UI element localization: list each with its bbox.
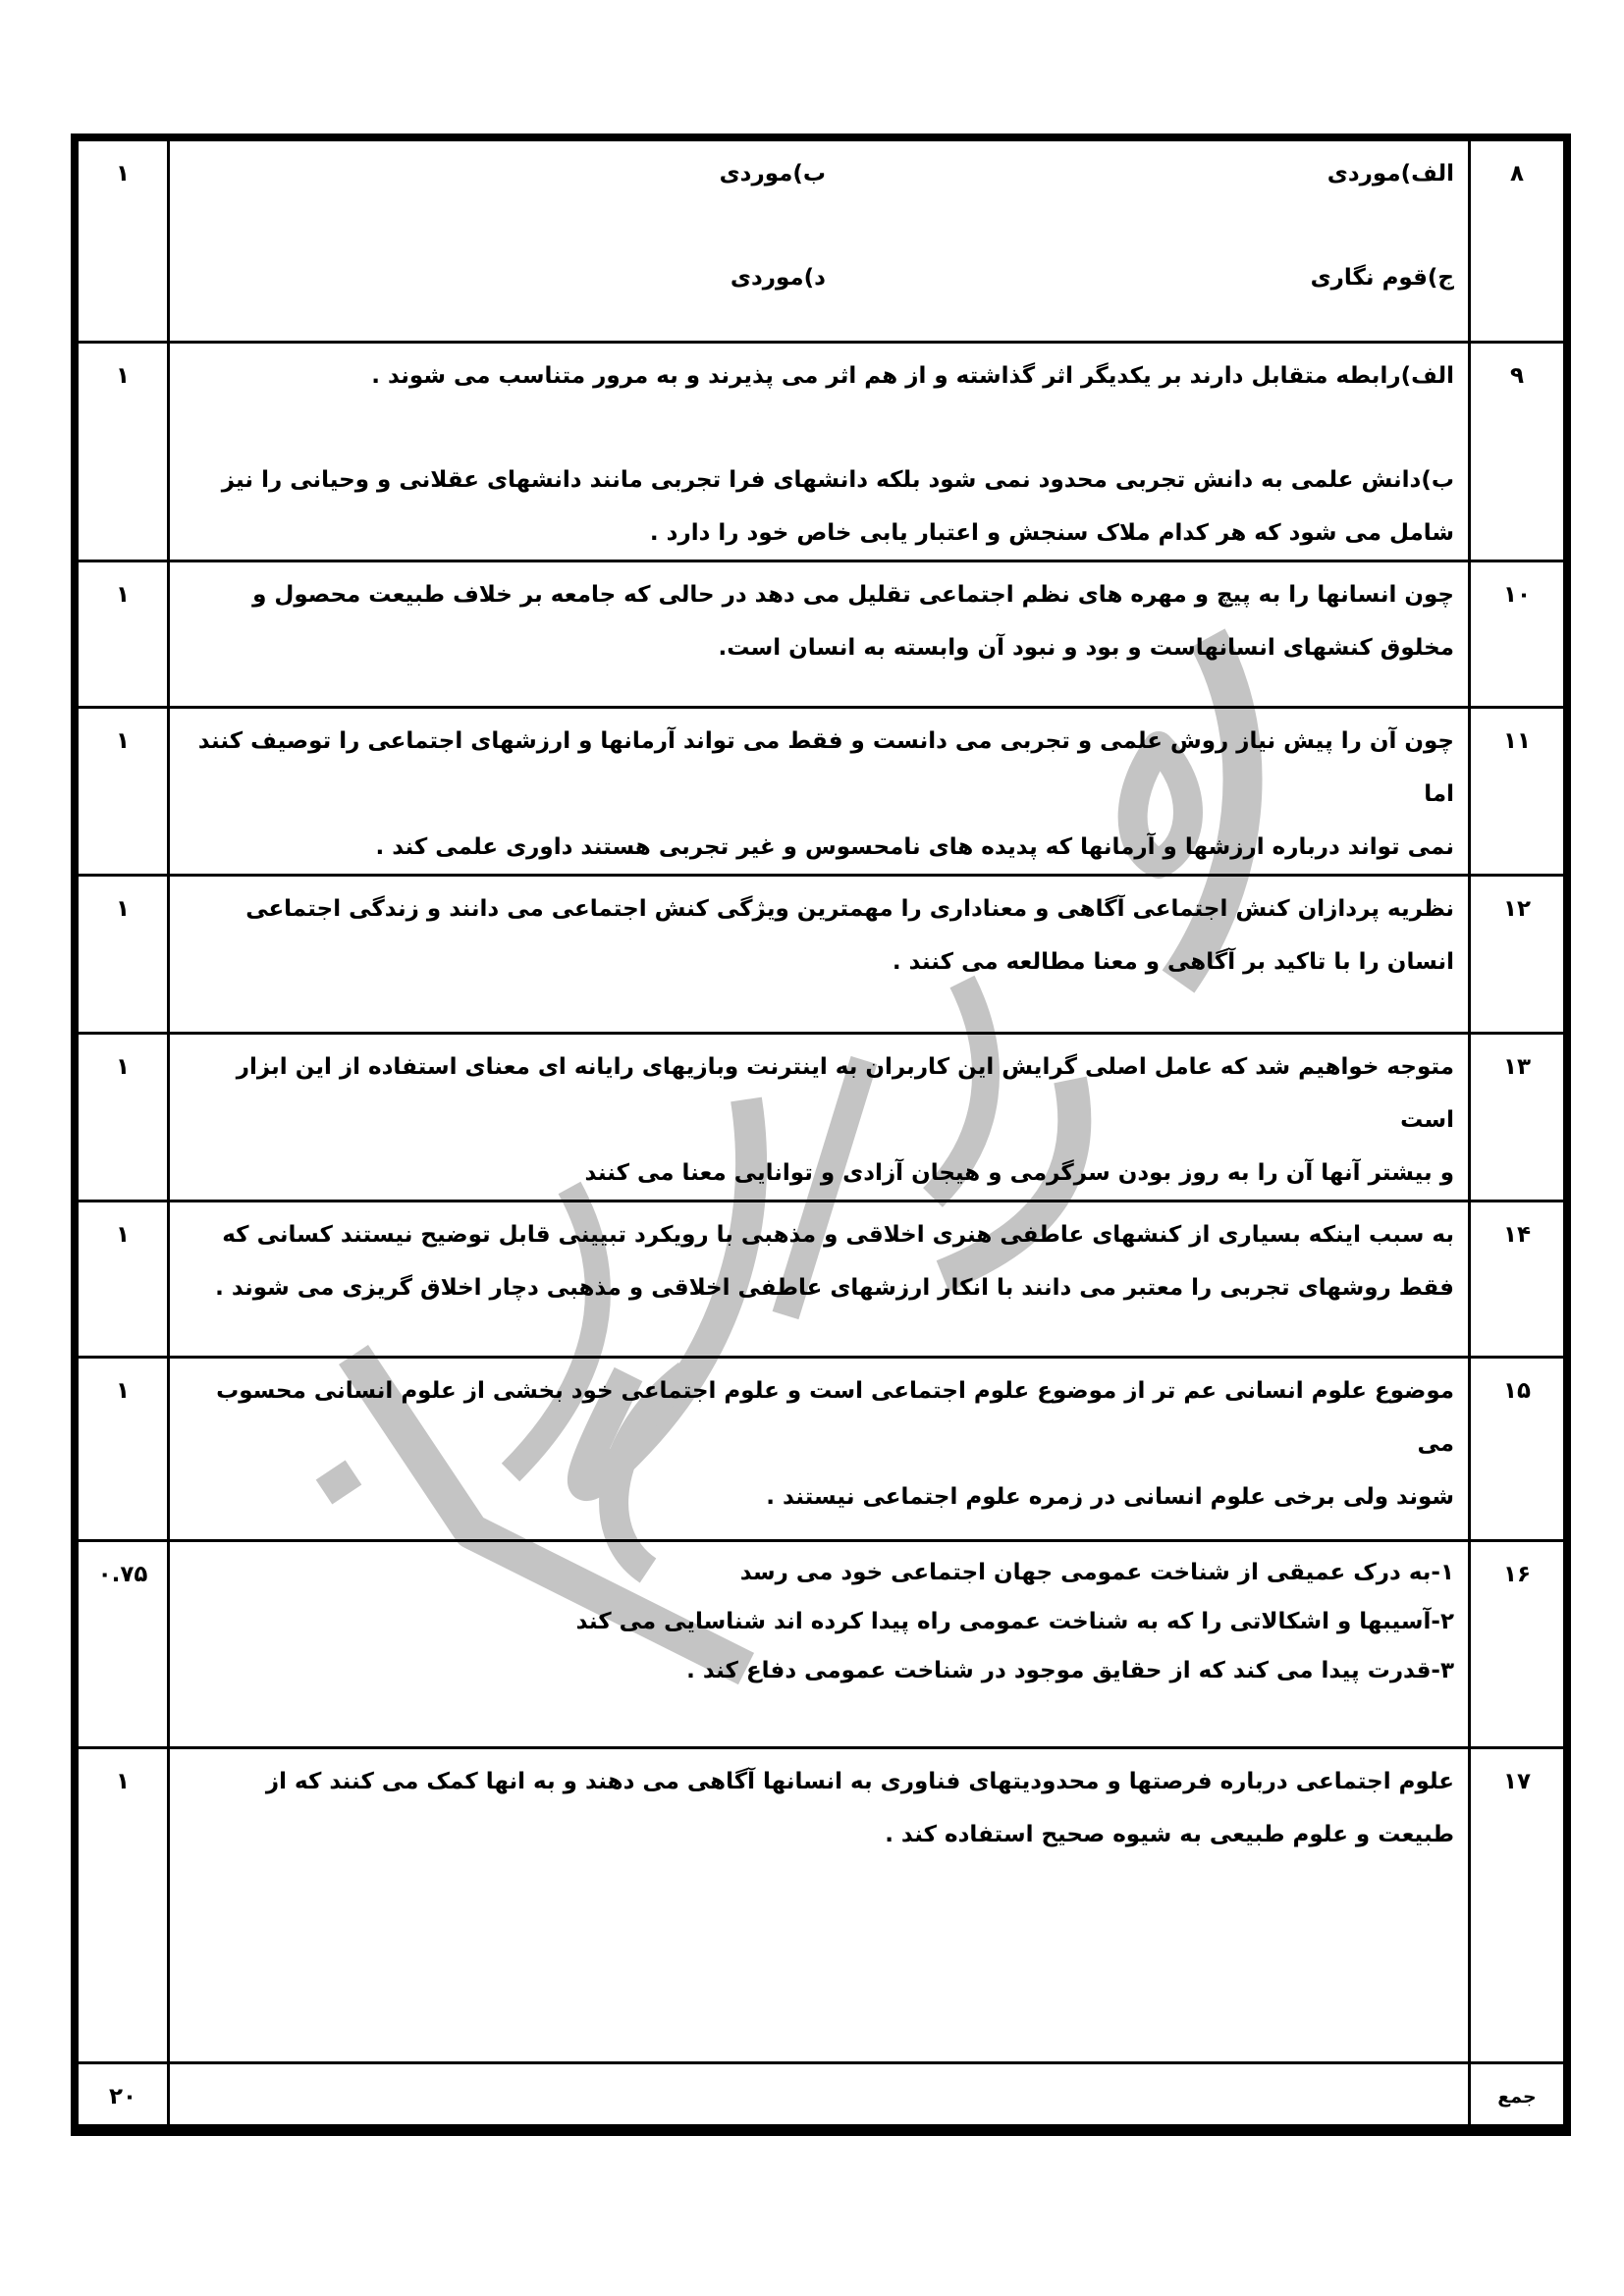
answer-line: طبیعت و علوم طبیعی به شیوه صحیح استفاده کند . (885, 1822, 1454, 1847)
answer-part-a: الف)موردی (1326, 161, 1454, 187)
question-number: ۸ (1470, 140, 1565, 343)
answer-text (169, 876, 1470, 1034)
table-row (78, 343, 1565, 561)
answer-text (169, 708, 1470, 876)
answer-table (76, 138, 1566, 2127)
answer-text (169, 1034, 1470, 1201)
answer-line: و بیشتر آنها آن را به روز بودن سرگرمی و هیجان آزادی و توانایی معنا می کنند (584, 1160, 1454, 1186)
score: ۱ (78, 708, 169, 876)
answer-line: ۳-قدرت پیدا می کند که از حقایق موجود در شناخت عمومی دفاع کند . (686, 1658, 1454, 1683)
answer-line: شوند ولی برخی علوم انسانی در زمره علوم اجتماعی نیستند . (766, 1484, 1454, 1510)
answer-line: فقط روشهای تجربی را معتبر می دانند با انکار ارزشهای عاطفی اخلاقی و مذهبی دچار اخلاق گریزی می شوند . (215, 1275, 1454, 1301)
question-number: ۱۱ (1470, 708, 1565, 876)
answer-text (169, 561, 1470, 708)
score: ۱ (78, 343, 169, 561)
total-empty-cell (169, 2063, 1470, 2126)
answer-part-d: د)موردی (730, 265, 826, 291)
question-number: ۹ (1470, 343, 1565, 561)
score: ۱ (78, 1748, 169, 2063)
table-row (78, 708, 1565, 876)
score: ۱ (78, 1358, 169, 1541)
answer-line: نمی تواند درباره ارزشها و آرمانها که پدیده های نامحسوس و غیر تجربی هستند داوری علمی کند . (375, 834, 1454, 860)
score: ۱ (78, 1034, 169, 1201)
answer-table-frame (71, 133, 1571, 2136)
score: ۱ (78, 140, 169, 343)
answer-line: مخلوق کنشهای انسانهاست و بود و نبود آن وابسته به انسان است. (718, 635, 1454, 661)
answer-text (169, 1358, 1470, 1541)
answer-line: ۲-آسیبها و اشکالاتی را که به شناخت عمومی راه پیدا کرده اند شناسایی می کند (575, 1609, 1454, 1634)
answer-line: چون آن را پیش نیاز روش علمی و تجربی می دانست و فقط می تواند آرمانها و ارزشهای اجتماعی را توصیف کنند اما (197, 728, 1454, 807)
question-number: ۱۴ (1470, 1201, 1565, 1358)
answer-line: نظریه پردازان کنش اجتماعی آگاهی و معناداری را مهمترین ویژگی کنش اجتماعی می دانند و زندگی اجتماعی (245, 896, 1454, 922)
score: ۱ (78, 876, 169, 1034)
answer-line: شامل می شود که هر کدام ملاک سنجش و اعتبار یابی خاص خود را دارد . (649, 520, 1454, 546)
answer-line: به سبب اینکه بسیاری از کنشهای عاطفی هنری اخلاقی و مذهبی با رویکرد تبیینی قابل توضیح نیستند کسانی که (222, 1222, 1454, 1248)
score: ۱ (78, 1201, 169, 1358)
answer-line: موضوع علوم انسانی عم تر از موضوع علوم اجتماعی است و علوم اجتماعی خود بخشی از علوم انسانی محسوب می (216, 1378, 1454, 1457)
table-row (78, 1358, 1565, 1541)
answer-line: متوجه خواهیم شد که عامل اصلی گرایش این کاربران به اینترنت وبازیهای رایانه ای معنای استفاده از این ابزار است (236, 1054, 1454, 1133)
score: ۱ (78, 561, 169, 708)
table-row (78, 561, 1565, 708)
answer-part-b: ب)موردی (719, 161, 826, 187)
table-row (78, 876, 1565, 1034)
answer-text (169, 1541, 1470, 1748)
total-score: ۲۰ (78, 2063, 169, 2126)
answer-line: الف)رابطه متقابل دارند بر یکدیگر اثر گذاشته و از هم اثر می پذیرند و به مرور متناسب می شوند . (371, 363, 1454, 389)
answer-line: چون انسانها را به پیچ و مهره های نظم اجتماعی تقلیل می دهد در حالی که جامعه بر خلاف طبیعت محصول و (252, 582, 1454, 608)
question-number: ۱۳ (1470, 1034, 1565, 1201)
total-row (78, 2063, 1565, 2126)
table-row (78, 1034, 1565, 1201)
question-number: ۱۲ (1470, 876, 1565, 1034)
answer-line: انسان را با تاکید بر آگاهی و معنا مطالعه می کنند . (892, 949, 1454, 975)
question-number: ۱۵ (1470, 1358, 1565, 1541)
table-row (78, 1748, 1565, 2063)
table-row (78, 140, 1565, 343)
answer-text (169, 343, 1470, 561)
table-row (78, 1201, 1565, 1358)
score: ۰.۷۵ (78, 1541, 169, 1748)
answer-line: ۱-به درک عمیقی از شناخت عمومی جهان اجتماعی خود می رسد (739, 1560, 1454, 1585)
question-number: ۱۰ (1470, 561, 1565, 708)
question-number: ۱۷ (1470, 1748, 1565, 2063)
answer-line: ب)دانش علمی به دانش تجربی محدود نمی شود بلکه دانشهای فرا تجربی مانند دانشهای عقلانی و وحیانی را نیز (221, 467, 1454, 493)
question-number: ۱۶ (1470, 1541, 1565, 1748)
answer-text (169, 1201, 1470, 1358)
total-label: جمع (1470, 2063, 1565, 2126)
table-row (78, 1541, 1565, 1748)
answer-line: علوم اجتماعی درباره فرصتها و محدودیتهای فناوری به انسانها آگاهی می دهند و به انها کمک می کنند که از (265, 1769, 1454, 1794)
answer-part-c: ج)قوم نگاری (1310, 265, 1454, 291)
answer-text (169, 140, 1470, 343)
answer-text (169, 1748, 1470, 2063)
